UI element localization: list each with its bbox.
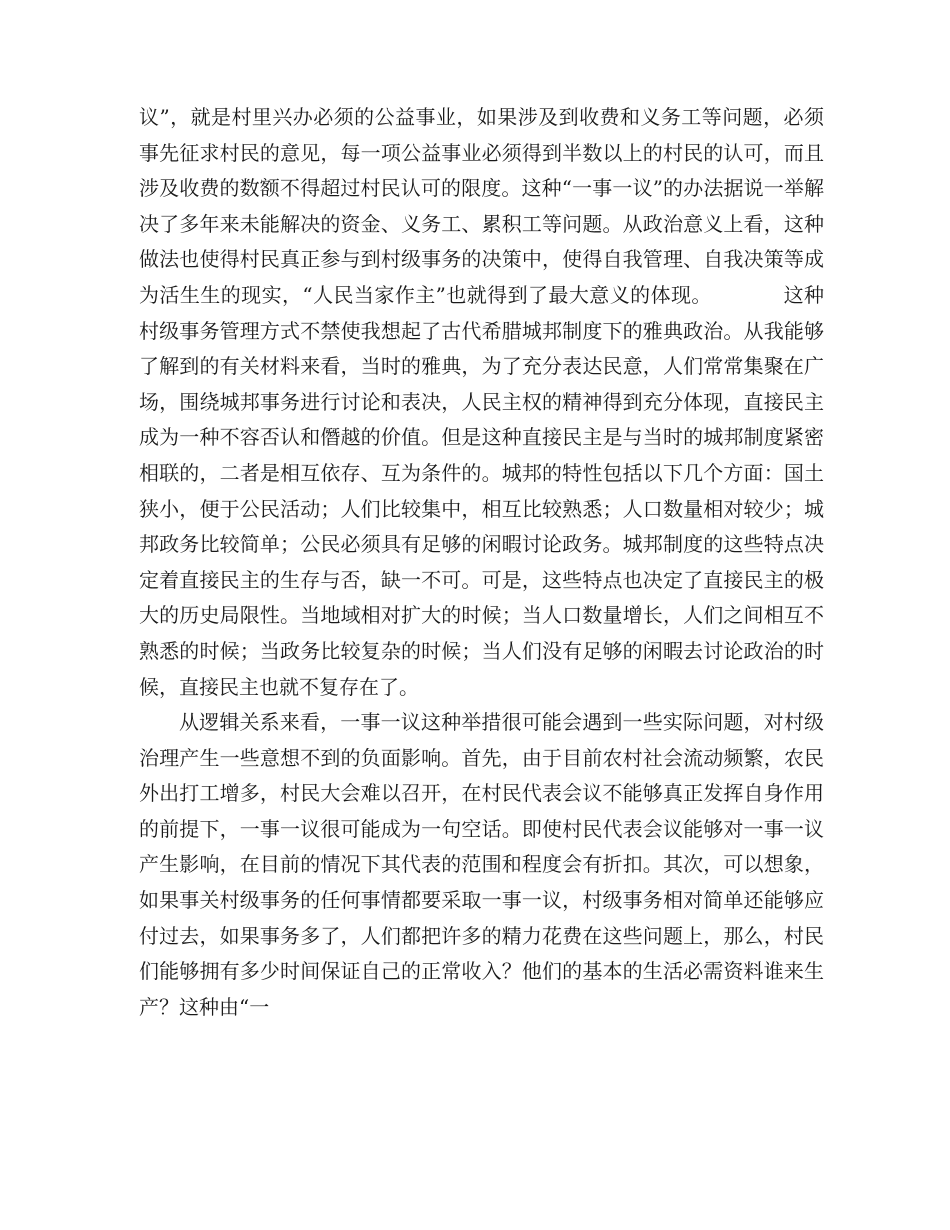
paragraph-1: 议”，就是村里兴办必须的公益事业，如果涉及到收费和义务工等问题，必须事先征求村民的意见，每一项公益事业必须得到半数以上的村民的认可，而且涉及收费的数额不得超过村民认可的限度。这种“一事一议”的办法据说一举解决了多年来未能解决的资金、义务工、累积工等问题。从政治意义上看，这种做法也使得村民真正参与到村级事务的决策中，使得自我管理、自我决策等成为活生生的现实，“人民当家作主”也就得到了最大意义的体现。 这种村级事务管理方式不禁使我想起了古代希腊城邦制度下的雅典政治。从我能够了解到的有关材料来看，当时的雅典，为了充分表达民意，人们常常集聚在广场，围绕城邦事务进行讨论和表决，人民主权的精神得到充分体现，直接民主成为一种不容否认和僭越的价值。但是这种直接民主是与当时的城邦制度紧密相联的，二者是相互依存、互为条件的。城邦的特性包括以下几个方面：国土狭小，便于公民活动；人们比较集中，相互比较熟悉；人口数量相对较少；城邦政务比较简单；公民必须具有足够的闲暇讨论政务。城邦制度的这些特点决定着直接民主的生存与否，缺一不可。可是，这些特点也决定了直接民主的极大的历史局限性。当地域相对扩大的时候；当人口数量增长，人们之间相互不熟悉的时候；当政务比较复杂的时候；当人们没有足够的闲暇去讨论政治的时候，直接民主也就不复存在了。 bbox=[139, 105, 824, 699]
paragraph-2: 从逻辑关系来看，一事一议这种举措很可能会遇到一些实际问题，对村级治理产生一些意想不到的负面影响。首先，由于目前农村社会流动频繁，农民外出打工增多，村民大会难以召开，在村民代表会议不能够真正发挥自身作用的前提下，一事一议很可能成为一句空话。即使村民代表会议能够对一事一议产生影响，在目前的情况下其代表的范围和程度会有折扣。其次，可以想象，如果事关村级事务的任何事情都要采取一事一议，村级事务相对简单还能够应付过去，如果事务多了，人们都把许多的精力花费在这些问题上，那么，村民们能够拥有多少时间保证自己的正常收入？他们的基本的生活必需资料谁来生产？这种由“一 bbox=[139, 710, 824, 1019]
document-body bbox=[139, 100, 824, 1025]
